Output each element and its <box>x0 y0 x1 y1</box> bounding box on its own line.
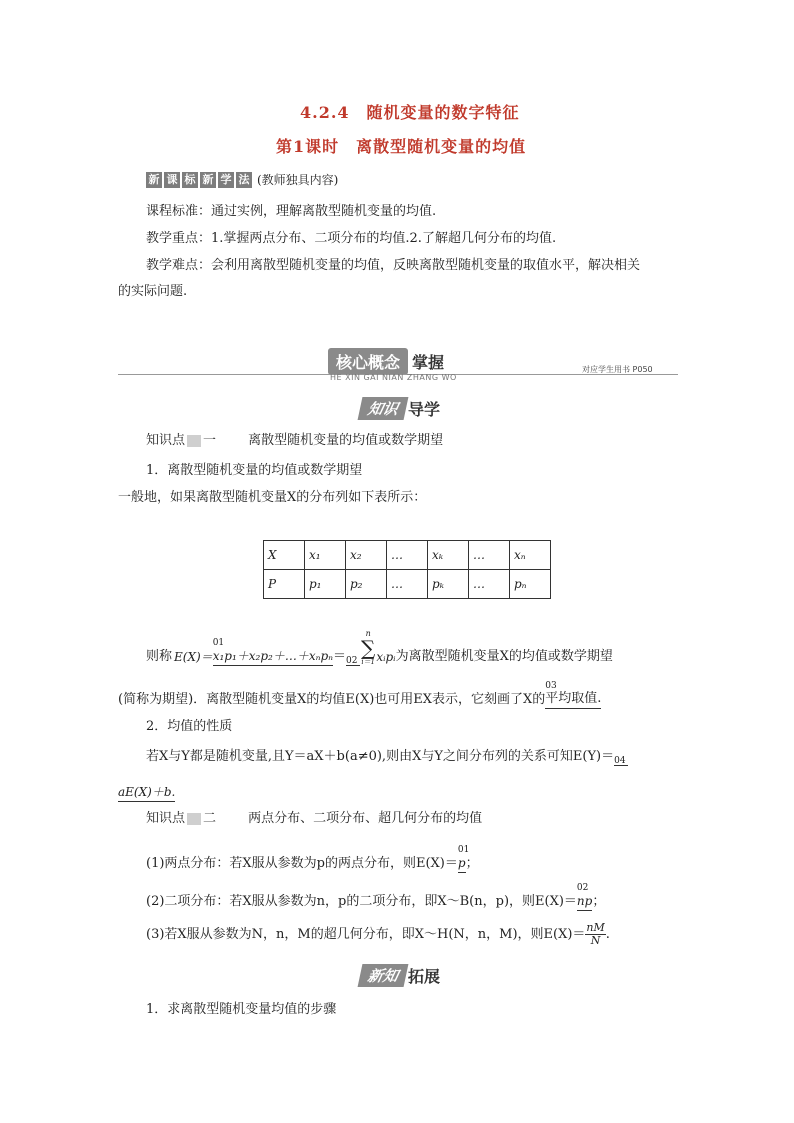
item-text: (2)二项分布：若X服从参数为n，p的二项分布，即X～B(n，p)，则E(X)＝ <box>146 894 577 909</box>
meaning-text: (简称为期望)．离散型随机变量X的均值E(X)也可用EX表示，它刻画了X的 <box>118 692 546 707</box>
table-cell: pₖ <box>428 570 469 599</box>
formula-ex: E(X)＝ <box>174 650 213 664</box>
core-concept-banner <box>328 348 444 375</box>
formula-prefix: 则称 <box>146 649 173 664</box>
fraction-nm-over-n <box>585 922 605 947</box>
student-book-ref: 对应学生用书 P050 <box>582 365 653 374</box>
distribution-description: 一般地，如果离散型随机变量X的分布列如下表所示： <box>118 490 427 505</box>
badge: 法 <box>236 172 252 188</box>
new-knowledge-extension-header <box>360 964 440 987</box>
table-cell: P <box>264 570 305 599</box>
badge: 标 <box>182 172 198 188</box>
item-expectation: 1．离散型随机变量的均值或数学期望 <box>146 463 363 478</box>
new-curriculum-badges <box>146 171 338 189</box>
kp-label: 知识点 <box>146 811 186 826</box>
banner-pinyin: HE XIN GAI NIAN ZHANG WO <box>330 373 457 382</box>
kp-number: 二 <box>203 811 217 826</box>
lesson-title: 第1课时 离散型随机变量的均值 <box>276 137 527 156</box>
item-suffix: ； <box>592 894 606 909</box>
answer-blank-04 <box>614 757 628 766</box>
item-text: (3)若X服从参数为N，n，M的超几何分布，即X～H(N，n，M)，则E(X)＝ <box>146 926 586 942</box>
item-suffix: ； <box>465 856 479 871</box>
banner-box-label: 核心概念 <box>328 348 408 375</box>
table-cell: x₁ <box>305 541 346 570</box>
answer-text: 平均取值. <box>545 691 602 706</box>
answer-number: 02 <box>346 656 358 666</box>
answer-number: 01 <box>457 845 470 855</box>
answer-number: 04 <box>614 756 626 766</box>
answer-blank-01 <box>457 845 470 873</box>
property-text: 若X与Y都是随机变量,且Y＝aX＋b(a≠0),则由X与Y之间分布列的关系可知E(Y)＝ <box>146 749 615 764</box>
answer-blank-02 <box>577 884 592 911</box>
answer-number: 01 <box>212 638 225 648</box>
item-text: (1)两点分布：若X服从参数为p的两点分布，则E(X)＝ <box>146 856 458 871</box>
table-cell: … <box>469 570 510 599</box>
kp-label: 知识点 <box>146 433 186 448</box>
binomial-distribution <box>146 884 605 911</box>
knowledge-guide-header <box>360 397 440 420</box>
knowledge-point-1 <box>146 432 443 450</box>
subheader-box-label: 新知 <box>358 964 409 987</box>
hypergeometric-distribution <box>146 922 610 947</box>
item-steps: 1．求离散型随机变量均值的步骤 <box>146 1002 337 1017</box>
formula-equals: ＝ <box>333 649 347 664</box>
badge: 学 <box>218 172 234 188</box>
fraction-numerator: nM <box>586 921 605 934</box>
table-cell: … <box>387 541 428 570</box>
summation <box>361 630 375 666</box>
answer-text: x₁p₁＋x₂p₂＋…＋xₙpₙ <box>212 649 334 663</box>
kp-title: 离散型随机变量的均值或数学期望 <box>248 433 444 448</box>
kp-marker-icon <box>187 813 201 825</box>
answer-text: p <box>457 856 466 870</box>
sum-lower: i＝1 <box>361 658 376 666</box>
two-point-distribution <box>146 846 479 873</box>
linear-property <box>146 748 628 766</box>
table-cell: X <box>264 541 305 570</box>
teaching-difficulty-cont: 的实际问题. <box>118 284 188 299</box>
table-cell: x₂ <box>346 541 387 570</box>
answer-number: 03 <box>545 681 557 691</box>
table-row <box>264 570 551 599</box>
item-properties: 2．均值的性质 <box>146 719 233 734</box>
table-cell: p₁ <box>305 570 346 599</box>
kp-marker-icon <box>187 435 201 447</box>
answer-number: 02 <box>576 883 589 893</box>
sigma-icon: ∑ <box>361 636 376 660</box>
subheader-box-label: 知识 <box>358 397 409 420</box>
teaching-key-points: 教学重点：1.掌握两点分布、二项分布的均值.2.了解超几何分布的均值. <box>146 231 557 246</box>
distribution-table <box>263 540 551 599</box>
sum-upper: n <box>365 629 371 638</box>
table-cell: p₂ <box>346 570 387 599</box>
table-cell: xₖ <box>428 541 469 570</box>
fraction-denominator: N <box>590 934 601 947</box>
table-cell: xₙ <box>510 541 551 570</box>
kp-title: 两点分布、二项分布、超几何分布的均值 <box>248 811 483 826</box>
expectation-formula <box>146 630 613 666</box>
formula-suffix: 为离散型随机变量X的均值或数学期望 <box>395 649 613 664</box>
kp-number: 一 <box>203 433 217 448</box>
answer-blank-02 <box>346 657 360 666</box>
section-title: 4.2.4 随机变量的数字特征 <box>300 103 520 122</box>
table-cell: pₙ <box>510 570 551 599</box>
table-cell: … <box>387 570 428 599</box>
badge: 新 <box>146 172 162 188</box>
answer-text: np <box>576 894 593 908</box>
item-suffix: . <box>605 926 610 942</box>
course-standard: 课程标准：通过实例，理解离散型随机变量的均值. <box>146 204 437 219</box>
subheader-bold-label: 拓展 <box>408 967 441 986</box>
badge: 新 <box>200 172 216 188</box>
property-answer: aE(X)＋b. <box>118 783 175 802</box>
answer-blank-03 <box>545 682 601 709</box>
table-cell: … <box>469 541 510 570</box>
table-row <box>264 541 551 570</box>
teaching-difficulty: 教学难点：会利用离散型随机变量的均值，反映离散型随机变量的取值水平，解决相关 <box>146 258 641 273</box>
badge-note: (教师独具内容) <box>257 173 339 187</box>
sum-term: xᵢpᵢ <box>376 650 396 664</box>
expectation-meaning <box>118 682 601 709</box>
banner-bold-label: 掌握 <box>412 353 445 372</box>
subheader-bold-label: 导学 <box>408 400 441 419</box>
badge: 课 <box>164 172 180 188</box>
knowledge-point-2 <box>146 810 482 828</box>
answer-blank-01 <box>213 639 333 666</box>
